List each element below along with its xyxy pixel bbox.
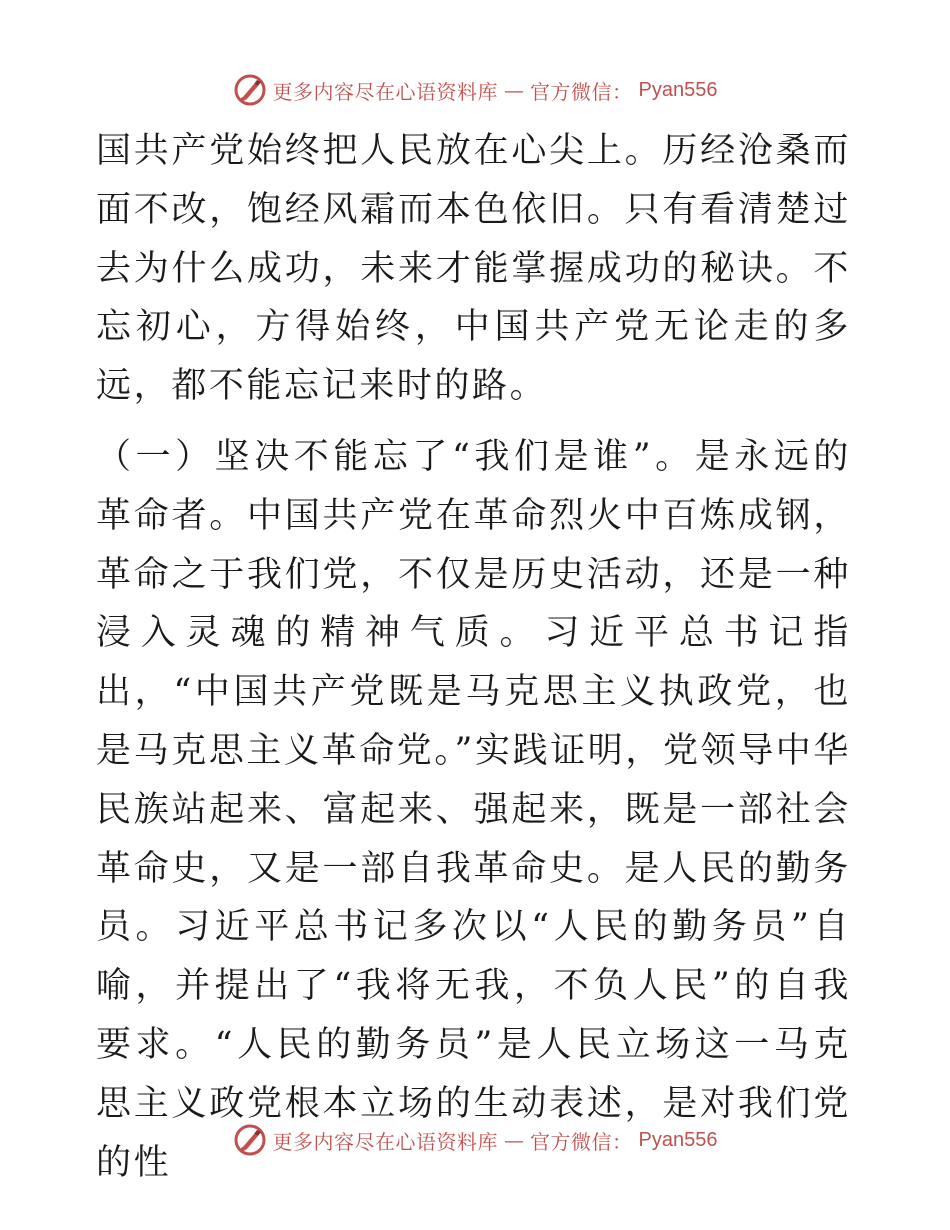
watermark-site-text: 更多内容尽在心语资料库 (272, 79, 499, 104)
header-watermark (0, 70, 950, 110)
pen-circle-logo-icon (233, 1123, 267, 1157)
paragraph-1: 国共产党始终把人民放在心尖上。历经沧桑而面不改，饱经风霜而本色依旧。只有看清楚过去为什么成功，未来才能掌握成功的秘诀。不忘初心，方得始终，中国共产党无论走的多远，都不能忘记来时的路。 (96, 131, 851, 407)
watermark-site-text: 更多内容尽在心语资料库 (272, 1129, 499, 1154)
watermark-wechat-label: 官方微信： (530, 79, 633, 104)
watermark-separator: — (504, 78, 525, 102)
watermark-wechat-label: 官方微信： (530, 1129, 633, 1154)
footer-watermark (0, 1120, 950, 1160)
watermark-separator: — (504, 1128, 525, 1152)
watermark-wechat-id: Pyan556 (638, 78, 718, 101)
pen-circle-logo-icon (233, 73, 267, 107)
watermark-wechat-id: Pyan556 (638, 1128, 718, 1151)
paragraph-2: （一）坚决不能忘了“我们是谁”。是永远的革命者。中国共产党在革命烈火中百炼成钢，革命之于我们党，不仅是历史活动，还是一种浸入灵魂的精神气质。习近平总书记指出，“中国共产党既是马克思主义执政党，也是马克思主义革命党。”实践证明，党领导中华民族站起来、富起来、强起来，既是一部社会革命史，又是一部自我革命史。是人民的勤务员。习近平总书记多次以“人民的勤务员”自喻，并提出了“我将无我，不负人民”的自我要求。“人民的勤务员”是人民立场这一马克思主义政党根本立场的生动表述，是对我们党的性 (96, 436, 851, 1183)
document-body (96, 122, 851, 1192)
